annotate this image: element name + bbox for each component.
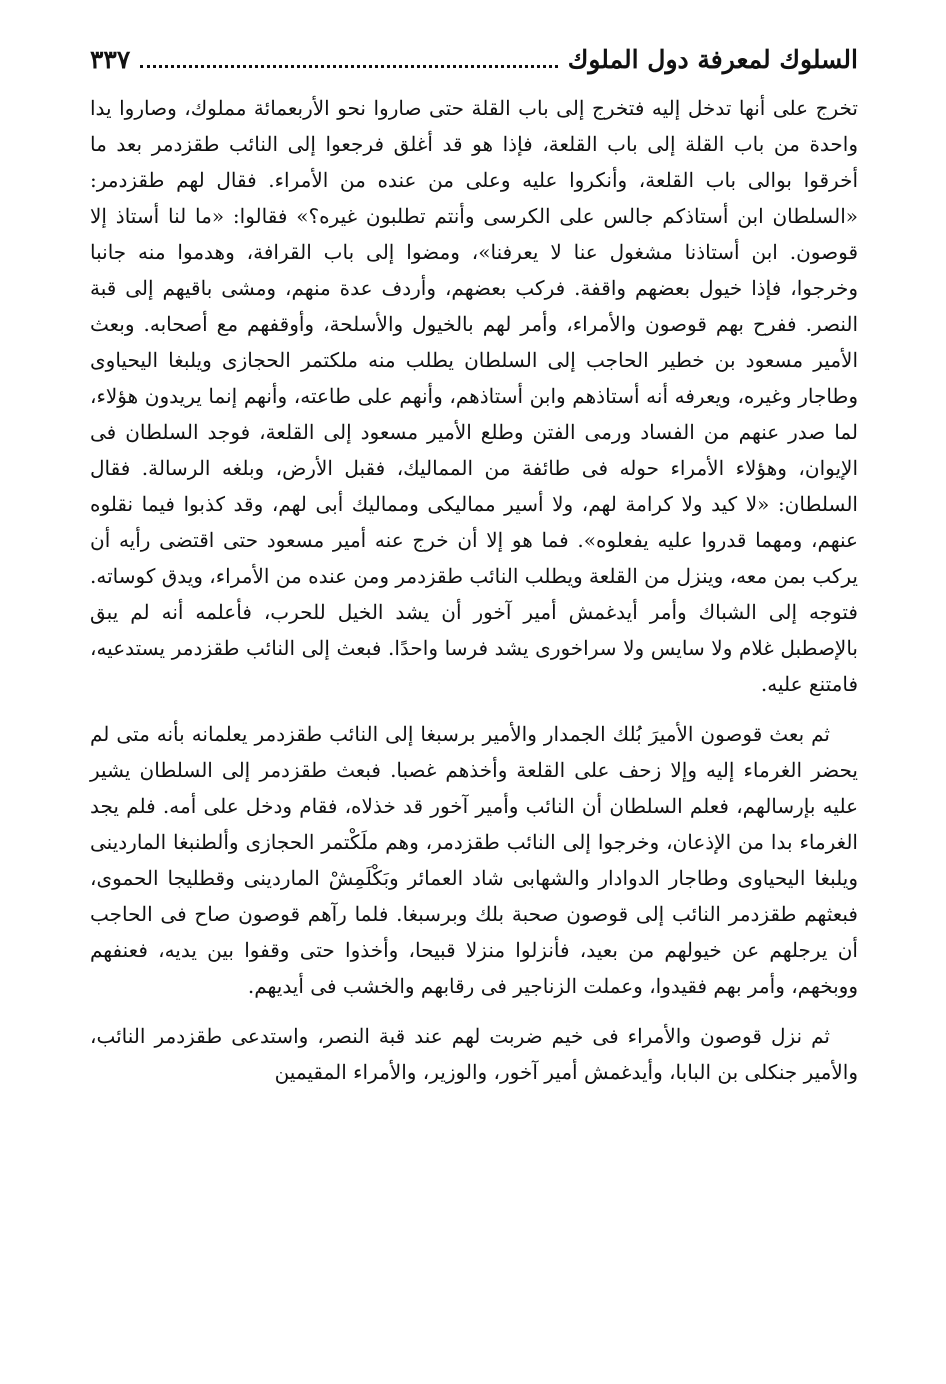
book-title: السلوك لمعرفة دول الملوك <box>567 45 858 74</box>
paragraph-2: ثم بعث قوصون الأميرَ بُلك الجمدار والأمير برسبغا إلى النائب طقزدمر يعلمانه بأنه متى لم يحضر الغرماء إليه وإلا زحف على القلعة وأخذهم غصبا. فبعث طقزدمر إلى السلطان يشير عليه بإرسالهم، فعلم السلطان أن النائب وأمير آخور قد خذلاه، فقام ودخل على أمه. فلم يجد الغرماء بدا من الإذعان، وخرجوا إلى النائب طقزدمر، وهم ملَكْتمر الحجازى وألطنبغا الماردينى ويلبغا اليحياوى وطاجار الدوادار والشهابى شاد العمائر وبَكْلَمِشْ الماردينى وقطليجا الحموى، فبعثهم طقزدمر النائب إلى قوصون صحبة بلك وبرسبغا. فلما رآهم قوصون صاح فى الحاجب أن يرجلهم عن خيولهم من بعيد، فأنزلوا منزلا قبيحا، وأخذوا حتى وقفوا بين يديه، فعنفهم ووبخهم، وأمر بهم فقيدوا، وعملت الزناجير فى رقابهم والخشب فى أيديهم. <box>90 722 858 998</box>
paragraph-1: تخرج على أنها تدخل إليه فتخرج إلى باب القلة حتى صاروا نحو الأربعمائة مملوك، وصاروا يدا واحدة من باب القلة إلى باب القلعة، فإذا هو قد أغلق فرجعوا إلى النائب طقزدمر بعد ما أخرقوا بوالى باب القلعة، وأنكروا عليه وعلى من عنده من الأمراء. فقال لهم طقزدمر: «السلطان ابن أستاذكم جالس على الكرسى وأنتم تطلبون غيره؟» فقالوا: «ما لنا أستاذ إلا قوصون. ابن أستاذنا مشغول عنا لا يعرفنا»، ومضوا إلى باب القرافة، وهدموا منه جانبا وخرجوا، فإذا خيول بعضهم واقفة. فركب بعضهم، وأردف عدة منهم، ومشى باقيهم إلى قبة النصر. ففرح بهم قوصون والأمراء، وأمر لهم بالخيول والأسلحة، وأوقفهم مع أصحابه. وبعث الأمير مسعود بن خطير الحاجب إلى السلطان يطلب منه ملكتمر الحجازى ويلبغا اليحياوى وطاجار وغيره، ويعرفه أنه أستاذهم وابن أستاذهم، وأنهم على طاعته، وأنهم إنما يريدون هؤلاء، لما صدر عنهم من الفساد ورمى الفتن وطلع الأمير مسعود إلى القلعة، فوجد السلطان فى الإيوان، وهؤلاء الأمراء حوله فى طائفة من المماليك، فقبل الأرض، وبلغه الرسالة. فقال السلطان: «لا كيد ولا كرامة لهم، ولا أسير مماليكى ومماليك أبى لهم، وقد كذبوا فيما نقلوه عنهم، ومهما قدروا عليه يفعلوه». فما هو إلا أن خرج عنه أمير مسعود حتى اقتضى رأيه أن يركب بمن معه، وينزل من القلعة ويطلب النائب طقزدمر ومن عنده من الأمراء، ويدق كوساته. فتوجه إلى الشباك وأمر أيدغمش أمير آخور أن يشد الخيل للحرب، فأعلمه أنه لم يبق بالإصطبل غلام ولا سايس ولا سراخورى يشد فرسا واحدًا. فبعث إلى النائب طقزدمر يستدعيه، فامتنع عليه. <box>90 96 858 696</box>
dot-leader <box>140 64 557 68</box>
book-page <box>90 40 858 1090</box>
paragraph-3: ثم نزل قوصون والأمراء فى خيم ضربت لهم عند قبة النصر، واستدعى طقزدمر النائب، والأمير جنكلى بن البابا، وأيدغمش أمير آخور، والوزير، والأمراء المقيمين <box>90 1024 858 1084</box>
page-number: ٣٣٧ <box>90 45 131 74</box>
running-header <box>90 40 858 82</box>
